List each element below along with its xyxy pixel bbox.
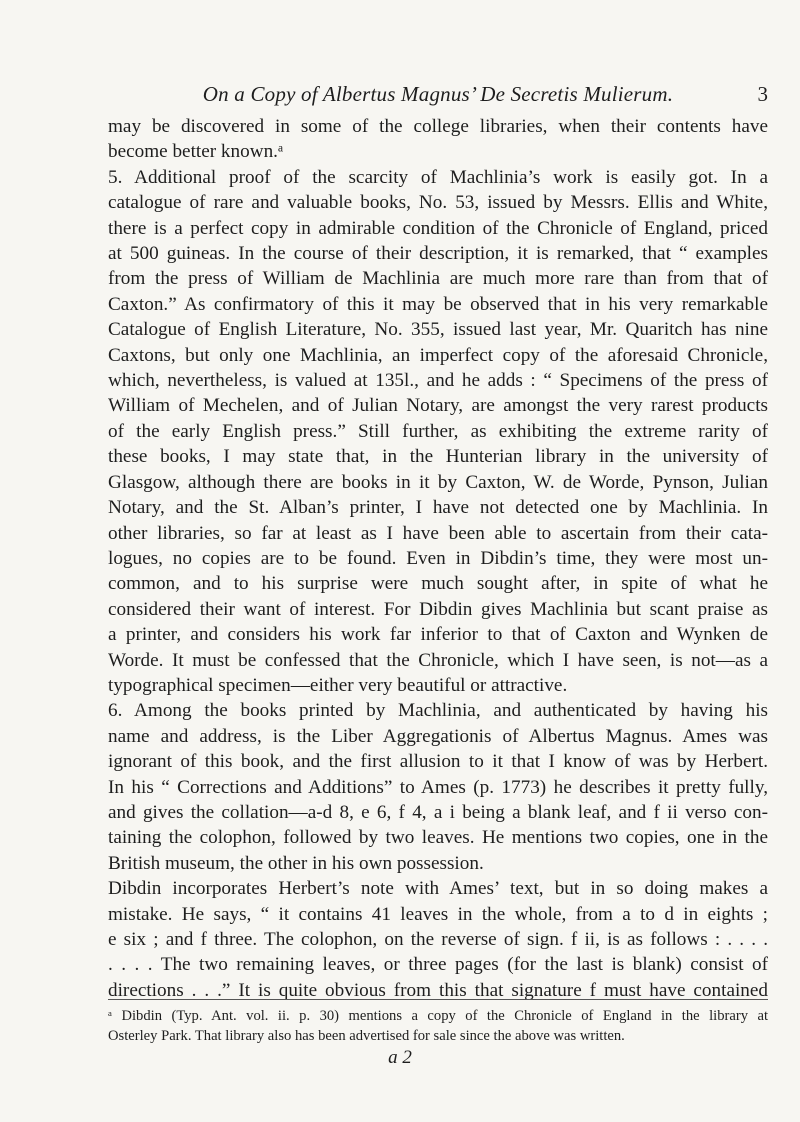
body-text xyxy=(108,114,768,1003)
text-line: Glasgow, although there are books in it by Caxton, W. de Worde, Pynson, Julian xyxy=(108,471,768,493)
text-line: at 500 guineas. In the course of their description, it is remarked, that “ examples xyxy=(108,243,768,265)
text-line: these books, I may state that, in the Hunterian library in the university of xyxy=(108,446,768,468)
text-line: Catalogue of English Literature, No. 355, issued last year, Mr. Quaritch has nine xyxy=(108,319,768,341)
footnote-line: ᵃ Dibdin (Typ. Ant. vol. ii. p. 30) mentions a copy of the Chronicle of England in the library at xyxy=(108,1008,768,1024)
text-line: a printer, and considers his work far inferior to that of Caxton and Wynken de xyxy=(108,624,768,646)
text-line: common, and to his surprise were much sought after, in spite of what he xyxy=(108,573,768,595)
text-line: Caxton.” As confirmatory of this it may be observed that in his very remarkable xyxy=(108,293,768,315)
text-line: there is a perfect copy in admirable condition of the Chronicle of England, priced xyxy=(108,217,768,239)
running-head xyxy=(108,82,768,108)
text-line: 6. Among the books printed by Machlinia, and authenticated by having his xyxy=(108,700,768,722)
text-line: In his “ Corrections and Additions” to Ames (p. 1773) he describes it pretty fully, xyxy=(108,776,768,798)
text-line: e six ; and f three. The colophon, on the reverse of sign. f ii, is as follows : . . . . xyxy=(108,929,768,950)
signature-mark: a 2 xyxy=(388,1047,412,1068)
running-head-title: On a Copy of Albertus Magnus’ De Secretis Mulierum. xyxy=(202,82,674,106)
text-line: may be discovered in some of the college libraries, when their contents have xyxy=(108,116,768,137)
text-line: British museum, the other in his own possession. xyxy=(108,852,484,874)
text-line: logues, no copies are to be found. Even in Dibdin’s time, they were most un- xyxy=(108,547,768,569)
text-line: mistake. He says, “ it contains 41 leaves in the whole, from a to d in eights ; xyxy=(108,903,768,925)
text-line: from the press of William de Machlinia are much more rare than from that of xyxy=(108,268,768,290)
footnote-line: Osterley Park. That library also has been advertised for sale since the above was written. xyxy=(108,1028,625,1044)
text-line: name and address, is the Liber Aggregationis of Albertus Magnus. Ames was xyxy=(108,725,768,747)
text-line: 5. Additional proof of the scarcity of Machlinia’s work is easily got. In a xyxy=(108,166,768,188)
text-line: taining the colophon, followed by two leaves. He mentions two copies, one in the xyxy=(108,827,768,849)
text-line: ignorant of this book, and the first allusion to it that I know of was by Herbert. xyxy=(108,751,768,773)
text-line: typographical specimen—either very beautiful or attractive. xyxy=(108,674,568,696)
text-line: and gives the collation—a-d 8, e 6, f 4, a i being a blank leaf, and f ii verso con- xyxy=(108,801,768,823)
text-line: become better known.ᵃ xyxy=(108,141,284,163)
footnote xyxy=(108,1006,768,1046)
text-line: other libraries, so far at least as I have been able to ascertain from their cata- xyxy=(108,522,768,544)
page-number: 3 xyxy=(757,82,768,106)
text-line: Caxtons, but only one Machlinia, an imperfect copy of the aforesaid Chronicle, xyxy=(108,344,768,366)
text-line: William of Mechelen, and of Julian Notary, are amongst the very rarest products xyxy=(108,395,768,417)
text-line: catalogue of rare and valuable books, No. 53, issued by Messrs. Ellis and White, xyxy=(108,192,768,214)
text-line: Notary, and the St. Alban’s printer, I have not detected one by Machlinia. In xyxy=(108,497,768,519)
text-line: which, nevertheless, is valued at 135l., and he adds : “ Specimens of the press of xyxy=(108,370,768,392)
footnote-rule xyxy=(108,999,768,1000)
text-line: directions . . .” It is quite obvious from this that signature f must have contained xyxy=(108,979,768,1001)
text-line: Worde. It must be confessed that the Chronicle, which I have seen, is not—as a xyxy=(108,649,768,671)
text-line: considered their want of interest. For Dibdin gives Machlinia but scant praise as xyxy=(108,598,768,620)
text-line: Dibdin incorporates Herbert’s note with Ames’ text, but in so doing makes a xyxy=(108,878,768,900)
text-line: of the early English press.” Still further, as exhibiting the extreme rarity of xyxy=(108,420,768,442)
text-line: . . . . The two remaining leaves, or three pages (for the last is blank) consist of xyxy=(108,954,768,976)
